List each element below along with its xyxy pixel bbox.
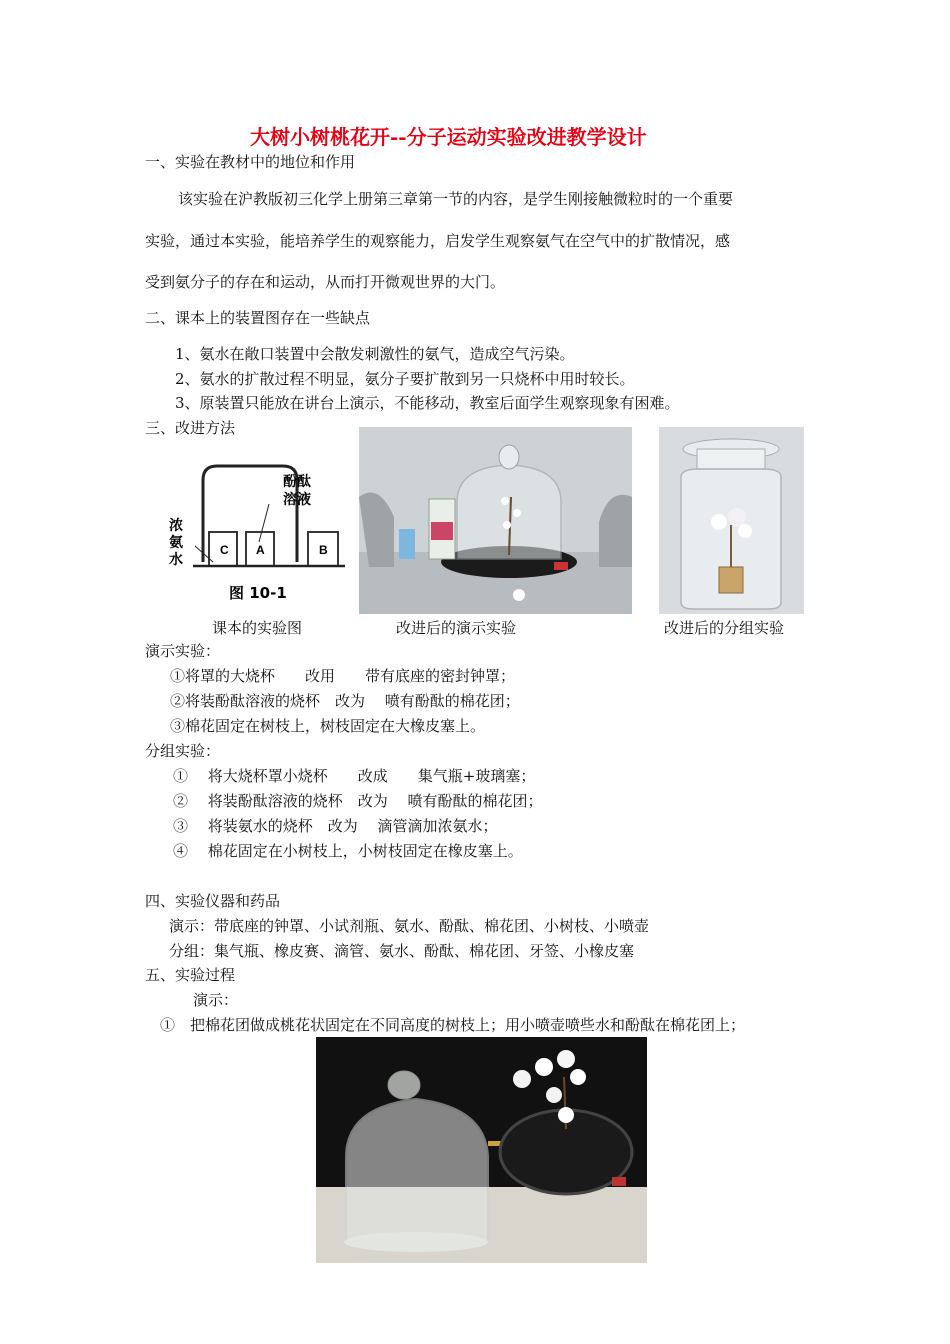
beaker-c-label: C	[220, 543, 229, 557]
section-2-heading: 二、课本上的装置图存在一些缺点	[145, 309, 371, 327]
materials-group: 分组：集气瓶、橡皮赛、滴管、氨水、酚酞、棉花团、牙签、小橡皮塞	[169, 942, 635, 960]
group-experiment-photo	[659, 427, 804, 614]
section-1-line-2: 实验，通过本实验，能培养学生的观察能力，启发学生观察氨气在空气中的扩散情况，感	[145, 232, 731, 250]
materials-demo: 演示：带底座的钟罩、小试剂瓶、氨水、酚酞、棉花团、小树枝、小喷壶	[169, 917, 650, 935]
demo-item-1: ①将罩的大烧杯 改用 带有底座的密封钟罩；	[170, 667, 516, 685]
figure-number-label: 图 10-1	[229, 584, 287, 602]
group-item-1: ① 将大烧杯罩小烧杯 改成 集气瓶+玻璃塞；	[173, 767, 536, 785]
defect-item-3: 3、原装置只能放在讲台上演示，不能移动，教室后面学生观察现象有困难。	[175, 394, 680, 412]
section-1-heading: 一、实验在教材中的地位和作用	[145, 153, 356, 171]
process-demo-label: 演示：	[193, 991, 239, 1009]
section-1-line-1: 该实验在沪教版初三化学上册第三章第一节的内容，是学生刚接触微粒时的一个重要	[178, 190, 734, 208]
group-item-2: ② 将装酚酞溶液的烧杯 改为 喷有酚酞的棉花团；	[173, 792, 543, 810]
section-3-heading: 三、改进方法	[145, 419, 236, 437]
process-photo	[316, 1037, 647, 1263]
section-1-line-3: 受到氨分子的存在和运动，从而打开微观世界的大门。	[145, 273, 506, 291]
ammonia-label-2: 氨	[169, 535, 183, 551]
caption-group: 改进后的分组实验	[664, 619, 785, 637]
demo-heading: 演示实验：	[145, 642, 221, 660]
group-item-3: ③ 将装氨水的烧杯 改为 滴管滴加浓氨水；	[173, 817, 498, 835]
demo-item-3: ③棉花固定在树枝上，树枝固定在大橡皮塞上。	[170, 717, 486, 735]
ammonia-label-3: 水	[169, 552, 183, 568]
textbook-figure	[165, 458, 355, 608]
phenol-label: 酚酞	[283, 474, 311, 490]
caption-demo: 改进后的演示实验	[396, 619, 517, 637]
beaker-a-label: A	[256, 543, 265, 557]
ammonia-label-1: 浓	[169, 518, 183, 534]
process-step-1: ① 把棉花团做成桃花状固定在不同高度的树枝上；用小喷壶喷些水和酚酞在棉花团上；	[160, 1016, 746, 1034]
group-item-4: ④ 棉花固定在小树枝上，小树枝固定在橡皮塞上。	[173, 842, 523, 860]
defect-item-2: 2、氨水的扩散过程不明显，氨分子要扩散到另一只烧杯中用时较长。	[175, 370, 635, 388]
defect-item-1: 1、氨水在敞口装置中会散发刺激性的氨气，造成空气污染。	[175, 345, 575, 363]
section-5-heading: 五、实验过程	[145, 966, 236, 984]
caption-textbook: 课本的实验图	[212, 619, 303, 637]
beaker-b-label: B	[319, 543, 328, 557]
demo-experiment-photo	[359, 427, 632, 614]
demo-item-2: ②将装酚酞溶液的烧杯 改为 喷有酚酞的棉花团；	[170, 692, 520, 710]
page-title: 大树小树桃花开--分子运动实验改进教学设计	[250, 125, 647, 149]
solution-label: 溶液	[283, 492, 311, 508]
section-4-heading: 四、实验仪器和药品	[145, 892, 281, 910]
group-heading: 分组实验：	[145, 742, 221, 760]
